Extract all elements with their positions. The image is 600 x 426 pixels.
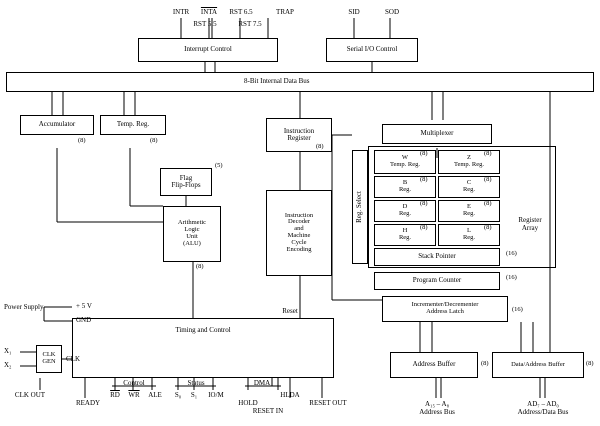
data-bus-label: 8-Bit Internal Data Bus (244, 77, 310, 85)
multiplexer-label: Multiplexer (420, 129, 454, 138)
accumulator-bits: (8) (78, 137, 86, 144)
serial-io-control-block (326, 38, 418, 62)
signal-inta: INTA (200, 8, 218, 16)
signal-hold: HOLD (238, 399, 258, 407)
register-d-bits: (8) (420, 200, 428, 207)
register-array-label: Register Array (518, 216, 542, 232)
status-group-label: Status (187, 379, 205, 387)
interrupt-control-block (138, 38, 278, 62)
signal-rst55: RST 5.5 (193, 20, 217, 28)
incrementer-label: Incrementer/Decrementer Address Latch (411, 301, 479, 315)
control-group-label: Control (123, 379, 145, 387)
program-counter-label: Program Counter (412, 276, 462, 285)
data-address-buffer-label: Data/Address Buffer (511, 360, 565, 368)
interrupt-control-label: Interrupt Control (184, 45, 232, 54)
address-buffer-bits: (8) (481, 360, 489, 367)
signal-reset-in: RESET IN (252, 407, 284, 415)
ready-label: READY (75, 399, 101, 407)
clock-generator-block (36, 345, 62, 373)
signal-trap: TRAP (276, 8, 294, 16)
instruction-decoder-block (266, 190, 332, 276)
signal-hlda: HLDA (280, 391, 300, 399)
register-l-bits: (8) (484, 224, 492, 231)
temp-reg-block (100, 115, 166, 135)
register-w-label: W Temp. Reg. (389, 154, 421, 168)
x2-label: X₂ (4, 361, 12, 369)
register-h-bits: (8) (420, 224, 428, 231)
register-b-label: B Reg. (398, 179, 412, 193)
instruction-register-bits: (8) (316, 143, 324, 150)
timing-and-control-block (72, 318, 334, 378)
multiplexer-block (382, 124, 492, 144)
signal-rst75: RST 7.5 (238, 20, 262, 28)
register-h-label: H Reg. (398, 227, 412, 241)
program-counter-bits: (16) (506, 274, 517, 281)
register-e-label: E Reg. (462, 203, 476, 217)
signal-sod: SOD (384, 8, 400, 16)
alu-block (163, 206, 221, 262)
x1-label: X₁ (4, 347, 12, 355)
register-e-bits: (8) (484, 200, 492, 207)
signal-s0: S₀ (174, 391, 182, 399)
instruction-register-label: Instruction Register (283, 126, 315, 142)
signal-rd: $\overline{RD}$ (110, 391, 120, 399)
register-d-label: D Reg. (398, 203, 412, 217)
stack-pointer-label: Stack Pointer (418, 252, 456, 261)
register-z-bits: (8) (484, 150, 492, 157)
accumulator-block (20, 115, 94, 135)
data-address-buffer-block (492, 352, 584, 378)
dma-group-label: DMA (253, 379, 271, 387)
signal-iom: IO/M (208, 391, 224, 399)
address-bus-label: A₁₅ – A₈ Address Bus (419, 400, 455, 416)
power-supply-label: Power Supply (4, 303, 44, 311)
signal-s1: S₁ (190, 391, 198, 399)
accumulator-label: Accumulator (38, 120, 76, 129)
temp-reg-label: Temp. Reg. (116, 120, 150, 129)
signal-sid: SID (348, 8, 360, 16)
register-w-bits: (8) (420, 150, 428, 157)
alu-bits: (8) (196, 263, 204, 270)
timing-and-control-label: Timing and Control (175, 326, 231, 334)
signal-wr: $\overline{WR}$ (128, 391, 140, 399)
data-address-buffer-bits: (8) (586, 360, 594, 367)
signal-ale: ALE (148, 391, 162, 399)
reg-select-block (352, 150, 368, 264)
clk-out-label: CLK OUT (14, 391, 46, 399)
register-b-bits: (8) (420, 176, 428, 183)
flag-flipflops-label: Flag Flip-Flops (171, 173, 201, 189)
reset-group-label: Reset (282, 307, 298, 315)
incrementer-bits: (16) (512, 306, 523, 313)
flag-bits: (5) (215, 162, 223, 169)
gnd-label: GND (76, 316, 92, 324)
register-l-label: L Reg. (462, 227, 476, 241)
address-buffer-block (390, 352, 478, 378)
vcc-label: + 5 V (76, 302, 92, 310)
reg-select-label: Reg. Select (355, 191, 364, 223)
stack-pointer-bits: (16) (506, 250, 517, 257)
serial-io-control-label: Serial I/O Control (346, 45, 398, 54)
register-c-label: C Reg. (462, 179, 476, 193)
data-address-bus-label: AD₇ – AD₀ Address/Data Bus (517, 400, 569, 416)
instruction-decoder-label: Instruction Decoder and Machine Cycle Encoding (284, 211, 314, 253)
incrementer-decrementer-block (382, 296, 508, 322)
alu-label: Arithmetic Logic Unit (ALU) (177, 219, 207, 247)
address-buffer-label: Address Buffer (412, 360, 456, 369)
clock-generator-label: CLK GEN (42, 351, 56, 365)
signal-rst65: RST 6.5 (229, 8, 253, 16)
register-z-label: Z Temp. Reg. (453, 154, 485, 168)
stack-pointer-block (374, 248, 500, 266)
signal-reset-out: RESET OUT (309, 399, 347, 407)
temp-reg-bits: (8) (150, 137, 158, 144)
register-c-bits: (8) (484, 176, 492, 183)
flag-flipflops-block (160, 168, 212, 196)
signal-intr: INTR (172, 8, 190, 16)
program-counter-block (374, 272, 500, 290)
clk-label: CLK (66, 355, 80, 363)
